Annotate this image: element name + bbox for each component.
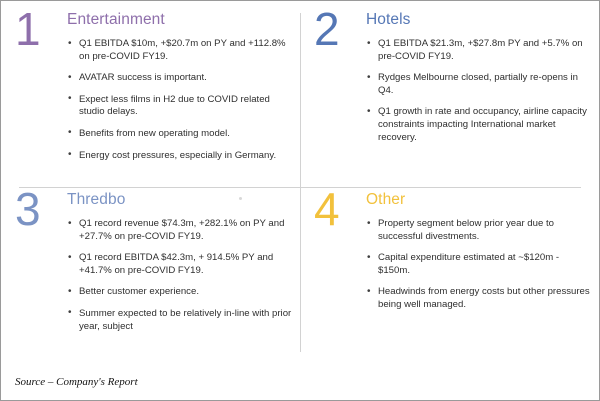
segment-title-hotels: Hotels: [366, 11, 411, 28]
segment-body-other: [360, 189, 593, 321]
list-item: • Energy cost pressures, especially in Germany.: [67, 150, 294, 163]
segment-number-3: 3: [15, 183, 41, 235]
bullet-list-thredbo: [67, 218, 294, 333]
list-item: • Summer expected to be relatively in-line with prior year, subject: [67, 308, 294, 333]
list-item: • Q1 record revenue $74.3m, +282.1% on PY and +27.7% on pre-COVID FY19.: [67, 218, 294, 243]
segment-entertainment: [1, 1, 300, 181]
list-item: • Q1 record EBITDA $42.3m, + 914.5% PY and +41.7% on pre-COVID FY19.: [67, 252, 294, 277]
segment-body-hotels: [360, 9, 593, 153]
segment-title-other: Other: [366, 191, 406, 208]
segment-body-thredbo: [61, 189, 294, 342]
bullet-list-hotels: [366, 38, 593, 144]
list-item: • Expect less films in H2 due to COVID related studio delays.: [67, 94, 294, 119]
segment-number-1: 1: [15, 3, 41, 55]
list-item: • Rydges Melbourne closed, partially re-opens in Q4.: [366, 72, 593, 97]
list-item: • Q1 EBITDA $21.3m, +$27.8m PY and +5.7% on pre-COVID FY19.: [366, 38, 593, 63]
list-item: • Q1 growth in rate and occupancy, airline capacity constraints impacting International market recovery.: [366, 106, 593, 144]
segment-hotels: [300, 1, 599, 181]
list-item: • Headwinds from energy costs but other pressures being well managed.: [366, 286, 593, 311]
bullet-list-other: [366, 218, 593, 312]
list-item: • Q1 EBITDA $10m, +$20.7m on PY and +112.8% on pre-COVID FY19.: [67, 38, 294, 63]
list-item: • AVATAR success is important.: [67, 72, 294, 85]
segment-other: [300, 181, 599, 361]
segment-number-2: 2: [314, 3, 340, 55]
source-note: Source – Company's Report: [15, 376, 138, 388]
segment-title-entertainment: Entertainment: [67, 11, 165, 28]
segment-number-4: 4: [314, 183, 340, 235]
segment-thredbo: [1, 181, 300, 361]
segments-grid: [1, 1, 599, 361]
bullet-list-entertainment: [67, 38, 294, 162]
list-item: • Capital expenditure estimated at ~$120m - $150m.: [366, 252, 593, 277]
segment-body-entertainment: [61, 9, 294, 171]
list-item: • Property segment below prior year due to successful divestments.: [366, 218, 593, 243]
segment-title-thredbo: Thredbo: [67, 191, 126, 208]
list-item: • Better customer experience.: [67, 286, 294, 299]
list-item: • Benefits from new operating model.: [67, 128, 294, 141]
